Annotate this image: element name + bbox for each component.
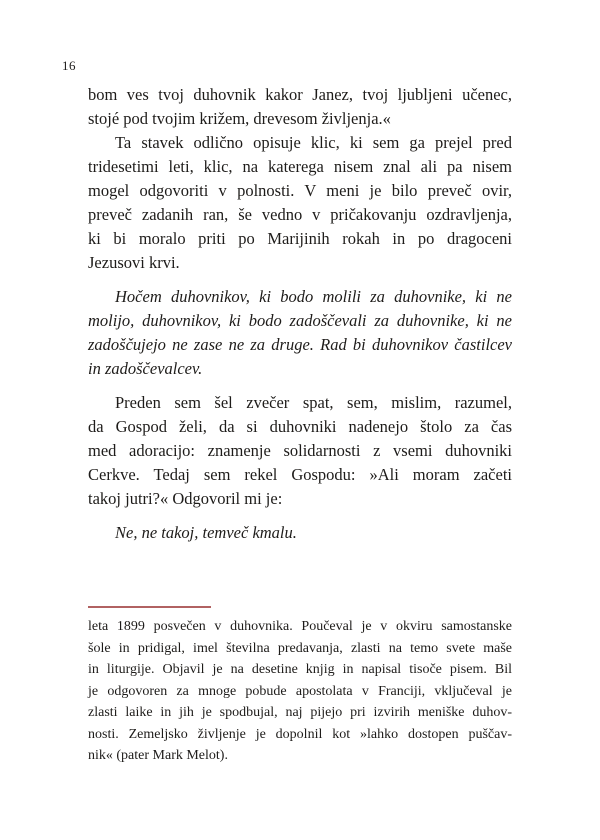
text-line: molijo, duhovnikov, ki bodo zadoščevali za duhovnike, ki ne — [88, 311, 512, 330]
text-line: Jezusovi krvi. — [88, 253, 180, 272]
page-number: 16 — [62, 58, 76, 73]
text-line: Hočem duhovnikov, ki bodo molili za duhovnike, ki ne — [115, 287, 512, 306]
text-line: bom ves tvoj duhovnik kakor Janez, tvoj ljubljeni učenec, — [88, 85, 512, 104]
text-line: leta 1899 posvečen v duhovnika. Poučeval je v okviru samostanske — [88, 619, 512, 634]
text-line: je odgovoren za mnoge pobude apostolata v Franciji, vključeval je — [88, 683, 512, 699]
text-line: tridesetimi leti, klic, na katerega nisem znal ali pa nisem — [88, 157, 512, 176]
footnote-text — [88, 616, 512, 767]
text-line: ki bi moralo priti po Marijinih rokah in po dragoceni — [88, 229, 512, 248]
text-line: mogel odgovoriti v polnosti. V meni je bilo preveč ovir, — [88, 181, 512, 200]
quote-paragraph — [88, 285, 512, 381]
text-line: in zadoščevalcev. — [88, 359, 203, 378]
text-line: in liturgije. Objavil je na desetine knjig in napisal tisoče pisem. Bil — [88, 662, 512, 677]
quote-paragraph — [88, 521, 512, 545]
text-line: med adoracijo: znamenje solidarnosti z vsemi duhovniki — [88, 441, 512, 460]
text-line: Ne, ne takoj, temveč kmalu. — [115, 523, 297, 542]
text-line: nik« (pater Mark Melot). — [88, 748, 228, 763]
text-line: da Gospod želi, da si duhovniki nadenejo štolo za čas — [88, 417, 512, 436]
text-line: stojé pod tvojim križem, drevesom življenja.« — [88, 109, 391, 128]
text-line: šole in pridigal, imel številna predavanja, zlasti na temo svete maše — [88, 640, 512, 656]
text-line: takoj jutri?« Odgovoril mi je: — [88, 489, 283, 508]
text-line: Ta stavek odlično opisuje klic, ki sem ga prejel pred — [115, 133, 512, 152]
text-line: Preden sem šel zvečer spat, sem, mislim, razumel, — [115, 393, 512, 412]
text-line: preveč zadanih ran, še vedno v pričakovanju ozdravljenja, — [88, 205, 512, 224]
text-line: nosti. Zemeljsko življenje je dopolnil kot »lahko dostopen puščav- — [88, 726, 512, 742]
paragraph — [88, 131, 512, 275]
paragraph — [88, 391, 512, 511]
footnote-separator — [88, 606, 211, 608]
body-text — [88, 83, 512, 545]
text-line: zadoščujejo ne zase ne za druge. Rad bi duhovnikov častilcev — [88, 335, 512, 354]
paragraph — [88, 83, 512, 131]
text-line: Cerkve. Tedaj sem rekel Gospodu: »Ali moram začeti — [88, 465, 512, 484]
text-line: zlasti laike in jih je spodbujal, naj pijejo pri izvirih meniške duhov- — [88, 705, 512, 720]
